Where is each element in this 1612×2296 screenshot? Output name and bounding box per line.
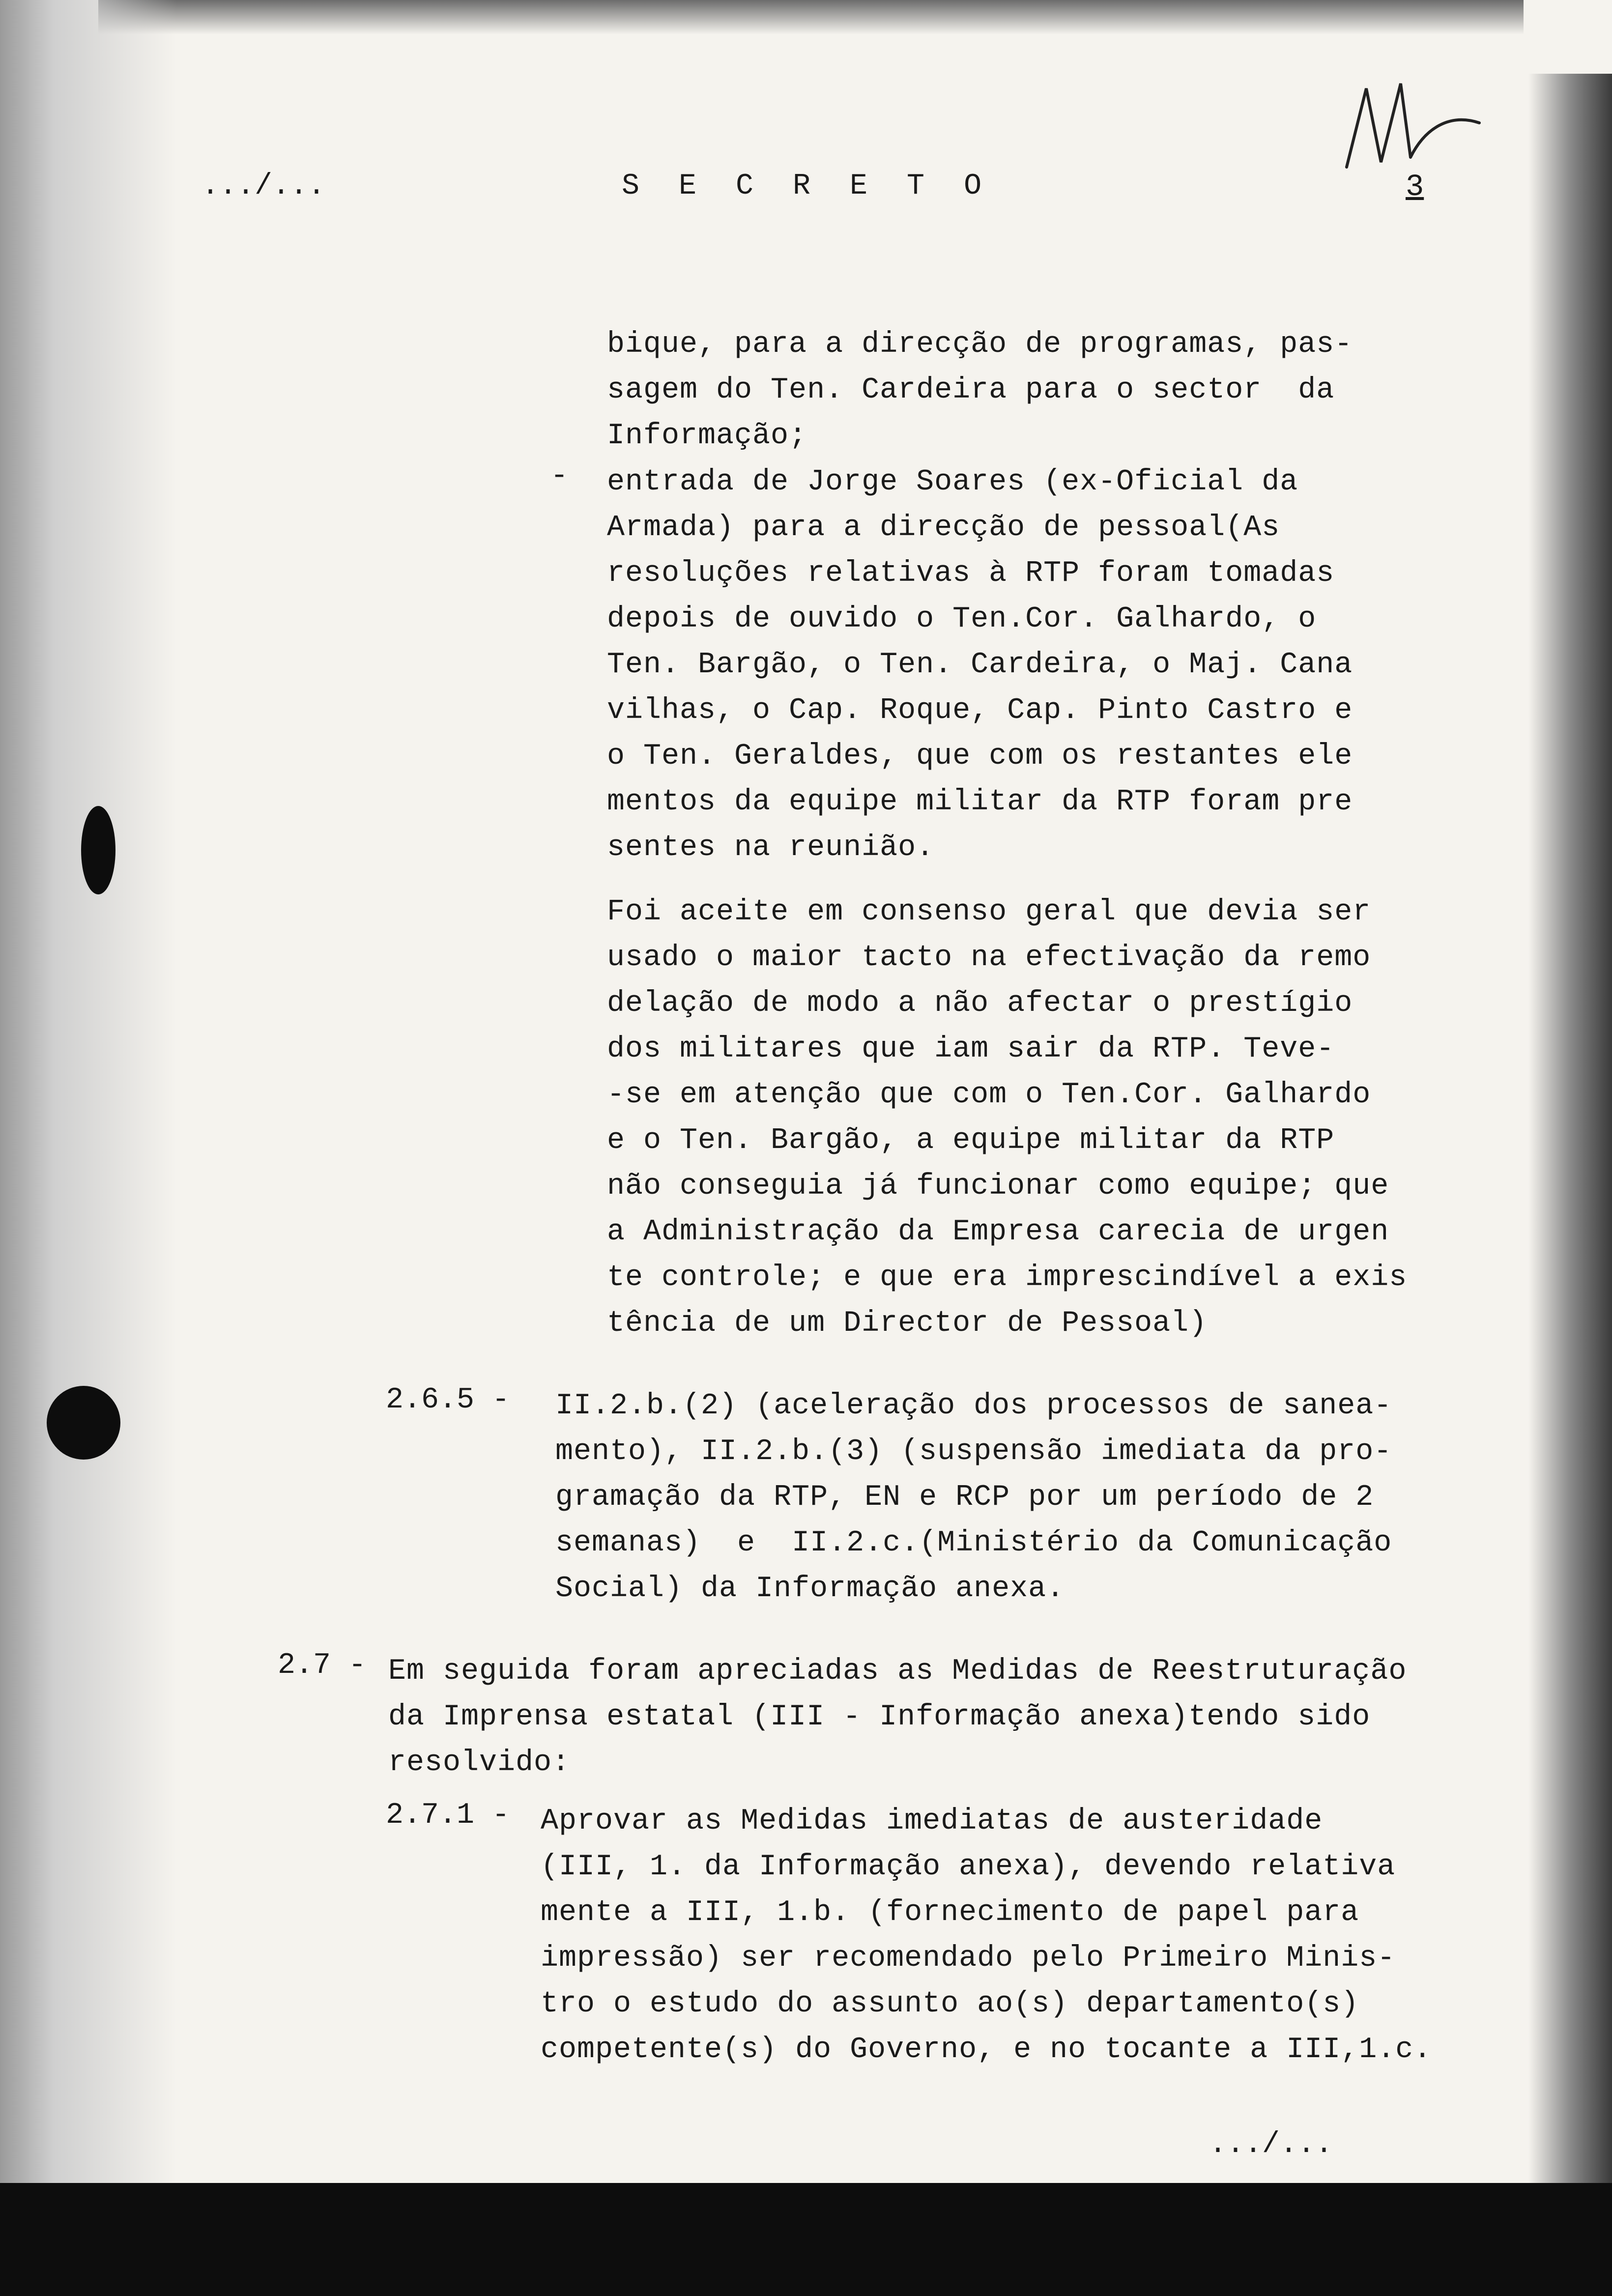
text-line: Ten. Bargão, o Ten. Cardeira, o Maj. Cana: [607, 648, 1353, 682]
text-line: mento), II.2.b.(3) (suspensão imediata da pro-: [555, 1435, 1392, 1468]
text-line: tência de um Director de Pessoal): [607, 1307, 1208, 1340]
text-line: impressão) ser recomendado pelo Primeiro Minis-: [541, 1942, 1396, 1975]
text-line: Armada) para a direcção de pessoal(As: [607, 511, 1280, 545]
text-line: mente a III, 1.b. (fornecimento de papel para: [541, 1896, 1359, 1929]
scan-shadow-left: [0, 0, 177, 2187]
text-line: não conseguia já funcionar como equipe; que: [607, 1170, 1389, 1203]
section-number-2-6-5: 2.6.5 -: [386, 1383, 510, 1417]
continued-from-marker: .../...: [202, 170, 326, 203]
text-line: entrada de Jorge Soares (ex-Oficial da: [607, 465, 1298, 499]
scan-shadow-right: [1528, 74, 1612, 2187]
text-line: Aprovar as Medidas imediatas de austeridade: [541, 1805, 1323, 1838]
section-2-7-text: [388, 1649, 1407, 1786]
text-line: o Ten. Geraldes, que com os restantes ele: [607, 740, 1353, 773]
text-line: delação de modo a não afectar o prestígio: [607, 987, 1353, 1020]
text-line: e o Ten. Bargão, a equipe militar da RTP: [607, 1124, 1335, 1157]
text-line: usado o maior tacto na efectivação da remo: [607, 941, 1371, 975]
text-line: depois de ouvido o Ten.Cor. Galhardo, o: [607, 603, 1317, 636]
text-line: te controle; e que era imprescindível a exis: [607, 1261, 1408, 1294]
section-number-2-7-1: 2.7.1 -: [386, 1799, 510, 1832]
text-line: semanas) e II.2.c.(Ministério da Comunicação: [555, 1526, 1392, 1560]
text-line: II.2.b.(2) (aceleração dos processos de sanea-: [555, 1389, 1392, 1423]
text-line: gramação da RTP, EN e RCP por um período de 2: [555, 1481, 1374, 1514]
classification-heading: S E C R E T O: [622, 170, 993, 203]
text-line: -se em atenção que com o Ten.Cor. Galhardo: [607, 1078, 1371, 1112]
continued-on-marker: .../...: [1209, 2128, 1333, 2161]
section-2-6-5-text: [555, 1383, 1392, 1612]
paragraph-consensus: [607, 890, 1407, 1347]
page-number: 3: [1406, 170, 1424, 204]
text-line: da Imprensa estatal (III - Informação anexa)tendo sido: [388, 1700, 1371, 1734]
handwritten-initials-icon: [1337, 69, 1484, 187]
text-line: sagem do Ten. Cardeira para o sector da: [607, 373, 1335, 407]
text-line: a Administração da Empresa carecia de urgen: [607, 1215, 1389, 1249]
text-line: resolvido:: [388, 1746, 571, 1779]
paragraph-continuation: [607, 322, 1353, 459]
scan-shadow-top: [98, 0, 1524, 34]
text-line: resoluções relativas à RTP foram tomadas: [607, 557, 1335, 590]
text-line: mentos da equipe militar da RTP foram pre: [607, 785, 1353, 819]
section-number-2-7: 2.7 -: [278, 1649, 367, 1682]
text-line: Em seguida foram apreciadas as Medidas de Reestruturação: [388, 1655, 1407, 1688]
text-line: bique, para a direcção de programas, pas-: [607, 328, 1353, 361]
text-line: sentes na reunião.: [607, 831, 935, 864]
text-line: Informação;: [607, 419, 807, 453]
list-item-jorge-soares: [607, 459, 1353, 871]
text-line: Foi aceite em consenso geral que devia ser: [607, 895, 1371, 929]
text-line: Social) da Informação anexa.: [555, 1572, 1065, 1606]
text-line: vilhas, o Cap. Roque, Cap. Pinto Castro e: [607, 694, 1353, 727]
list-dash: -: [550, 459, 569, 493]
text-line: (III, 1. da Informação anexa), devendo relativa: [541, 1850, 1396, 1884]
text-line: dos militares que iam sair da RTP. Teve-: [607, 1033, 1335, 1066]
text-line: tro o estudo do assunto ao(s) departamento(s): [541, 1987, 1359, 2021]
scan-border-bottom: [0, 2183, 1612, 2296]
punch-hole-lower: [47, 1386, 120, 1460]
text-line: competente(s) do Governo, e no tocante a III,1.c.: [541, 2033, 1432, 2066]
section-2-7-1-text: [541, 1799, 1432, 2073]
punch-hole-upper: [81, 806, 115, 894]
